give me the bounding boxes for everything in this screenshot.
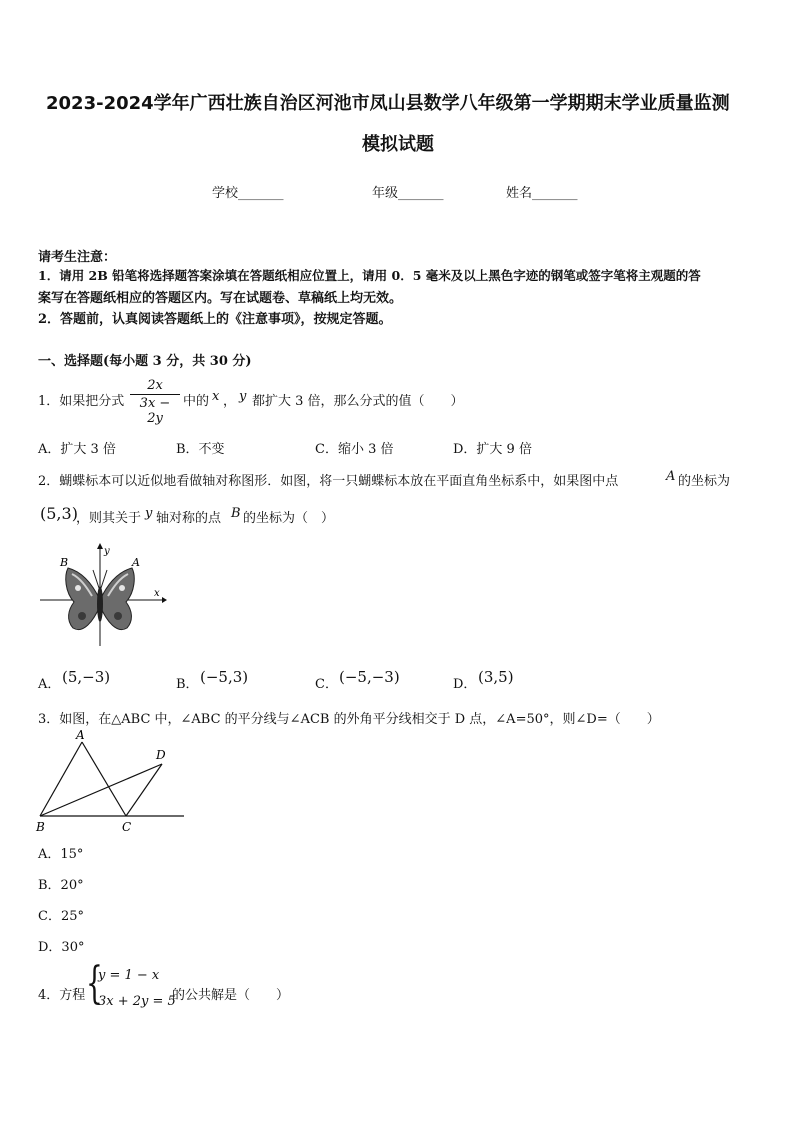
q2-line1b: 的坐标为 bbox=[678, 474, 731, 489]
q1-option-d: D．扩大 9 倍 bbox=[453, 442, 532, 457]
q1-numerator: 2x bbox=[147, 378, 163, 393]
page-title-line2: 模拟试题 bbox=[362, 134, 434, 155]
q1-var-y: y bbox=[239, 389, 247, 404]
notice-item-1a: 1．请用 2B 铅笔将选择题答案涂填在答题纸相应位置上，请用 0．5 毫米及以上黑色字迹的钢笔或签字笔将主观题的答 bbox=[38, 268, 701, 283]
q2-option-c-value: (−5,−3) bbox=[339, 668, 400, 686]
q3-option-c: C．25° bbox=[38, 909, 84, 924]
grade-field: 年级_______ bbox=[372, 186, 444, 201]
side-ab bbox=[40, 742, 82, 816]
q2-option-a-letter: A． bbox=[38, 677, 61, 692]
notice-heading: 请考生注意： bbox=[38, 250, 117, 265]
q1-suffix: 都扩大 3 倍，那么分式的值（ ） bbox=[252, 394, 464, 409]
q4-suffix: 的公共解是（ ） bbox=[172, 988, 290, 1003]
q2-coord: (5,3) bbox=[40, 504, 78, 523]
triangle-figure bbox=[34, 728, 186, 836]
butterfly-figure bbox=[38, 540, 168, 650]
notice-item-1b: 案写在答题纸相应的答题区内。写在试题卷、草稿纸上均无效。 bbox=[38, 291, 403, 306]
vertex-b: B bbox=[36, 820, 45, 834]
q1-option-c: C．缩小 3 倍 bbox=[315, 442, 394, 457]
q2-option-b-value: (−5,3) bbox=[200, 668, 249, 686]
school-field: 学校_______ bbox=[212, 186, 284, 201]
q2-option-b-letter: B． bbox=[176, 677, 199, 692]
q4-equation-1: y = 1 − x bbox=[98, 968, 160, 983]
q3-option-b: B．20° bbox=[38, 878, 84, 893]
q2-point-a: A bbox=[666, 469, 676, 484]
fig-label-a: A bbox=[132, 556, 140, 569]
notice-item-2: 2．答题前，认真阅读答题纸上的《注意事项》，按规定答题。 bbox=[38, 312, 392, 327]
q2-option-a-value: (5,−3) bbox=[62, 668, 111, 686]
vertex-d: D bbox=[156, 748, 166, 762]
q1-denominator: 3x − 2y bbox=[139, 396, 171, 426]
q1-option-a: A．扩大 3 倍 bbox=[38, 442, 116, 457]
brace-icon: { bbox=[86, 958, 103, 1009]
q1-option-b: B．不变 bbox=[176, 442, 225, 457]
q1-var-x: x bbox=[212, 389, 220, 404]
q2-option-d-letter: D． bbox=[453, 677, 477, 692]
q1-sep: ， bbox=[223, 394, 237, 409]
fig-label-y: y bbox=[104, 546, 110, 557]
q1-fraction bbox=[130, 378, 180, 426]
y-axis-arrow-icon bbox=[97, 543, 103, 549]
q2-line2b: 轴对称的点 bbox=[156, 511, 222, 526]
q2-point-b: B bbox=[231, 506, 241, 521]
q2-axis-y: y bbox=[145, 506, 153, 521]
fig-label-x: x bbox=[154, 588, 160, 599]
q2-line1a: 2．蝴蝶标本可以近似地看做轴对称图形．如图，将一只蝴蝶标本放在平面直角坐标系中，如果图中点 bbox=[38, 474, 619, 489]
vertex-a: A bbox=[76, 728, 85, 742]
q4-prefix: 4．方程 bbox=[38, 988, 86, 1003]
q3-option-d: D．30° bbox=[38, 940, 85, 955]
q2-option-d-value: (3,5) bbox=[478, 668, 514, 686]
q3-option-a: A．15° bbox=[38, 847, 84, 862]
side-ac bbox=[82, 742, 126, 816]
q2-line2a: ，则其关于 bbox=[76, 511, 142, 526]
q4-equation-2: 3x + 2y = 5 bbox=[98, 994, 176, 1009]
q1-middle: 中的 bbox=[183, 394, 210, 409]
q2-option-c-letter: C． bbox=[315, 677, 338, 692]
x-axis-arrow-icon bbox=[162, 597, 167, 603]
q3-text: 3．如图，在△ABC 中，∠ABC 的平分线与∠ACB 的外角平分线相交于 D 点，∠A=50°，则∠D=（ ） bbox=[38, 712, 660, 727]
page-title: 2023-2024学年广西壮族自治区河池市凤山县数学八年级第一学期期末学业质量监测 bbox=[46, 93, 730, 114]
q2-line2c: 的坐标为（ ） bbox=[243, 511, 335, 526]
fig-label-b: B bbox=[60, 556, 69, 569]
name-field: 姓名_______ bbox=[506, 186, 578, 201]
section-heading: 一、选择题(每小题 3 分，共 30 分) bbox=[38, 354, 252, 369]
q1-prefix: 1．如果把分式 bbox=[38, 394, 125, 409]
vertex-c: C bbox=[122, 820, 132, 834]
